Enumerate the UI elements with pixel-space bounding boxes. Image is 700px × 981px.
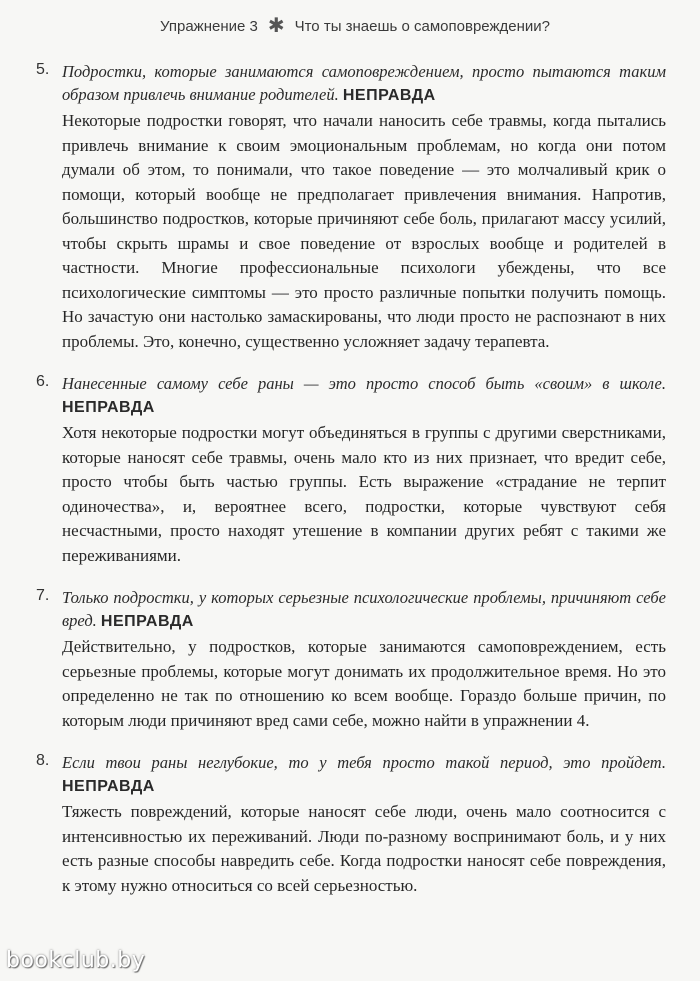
statement-item-6	[36, 372, 666, 568]
asterisk-separator-icon: ✱	[267, 15, 285, 37]
header-exercise-label: Упражнение 3	[160, 17, 258, 35]
verdict-label: НЕПРАВДА	[100, 613, 194, 630]
item-number: 8.	[36, 752, 50, 769]
site-watermark: bookclub.by	[6, 948, 146, 973]
statement-explanation: Действительно, у подростков, которые занимаются самоповреждением, есть серьезные проблемы, которые могут донимать их продолжительное время. Но это определенно не так по отношению ко всем вообще. Гораздо больше причин, по которым люди причиняют вред сами себе, можно найти в упражнении 4.	[62, 637, 666, 730]
statement-item-7	[36, 586, 666, 733]
verdict-label: НЕПРАВДА	[342, 87, 436, 104]
statement-item-5	[36, 60, 666, 354]
claim-text: Подростки, которые занимаются самоповреждением, просто пытаются таким образом привлечь внимание родителей.	[62, 62, 666, 104]
running-header	[160, 16, 660, 36]
item-number: 6.	[36, 373, 50, 390]
statement-explanation: Тяжесть повреждений, которые наносят себе люди, очень мало соотносится с интенсивностью их переживаний. Люди по-разному воспринимают боль, и у них есть разные способы навредить себе. Когда подростки наносят себе повреждения, к этому нужно относиться со всей серьезностью.	[62, 802, 666, 895]
header-chapter-title: Что ты знаешь о самоповреждении?	[294, 17, 550, 35]
item-number: 7.	[36, 587, 50, 604]
verdict-label: НЕПРАВДА	[62, 399, 155, 416]
statement-explanation: Некоторые подростки говорят, что начали наносить себе травмы, когда пытались привлечь внимание к своим эмоциональным проблемам, но когда они потом думали об этом, то понимали, что такое поведение — это молчаливый крик о помощи, который вообще не предполагает привлечения внимания. Напротив, большинство подростков, которые причиняют себе боль, прилагают массу усилий, чтобы скрыть шрамы и свое поведение от взрослых вообще и родителей в частности. Многие профессиональные психологи убеждены, что все психологические симптомы — это просто различные попытки получить помощь. Но зачастую они настолько замаскированы, что люди просто не распознают в них проблемы. Это, конечно, существенно усложняет задачу терапевта.	[62, 111, 666, 351]
statement-explanation: Хотя некоторые подростки могут объединяться в группы с другими сверстниками, которые наносят себе травмы, очень мало кто из них признает, что вредит себе, просто чтобы быть частью группы. Есть выражение «страдание не терпит одиночества», и, вероятнее всего, подростки, которые чувствуют себя несчастными, просто находят утешение в компании других ребят с такими же переживаниями.	[62, 423, 666, 565]
verdict-label: НЕПРАВДА	[62, 778, 155, 795]
statement-claim	[62, 586, 666, 633]
claim-text: Если твои раны неглубокие, то у тебя просто такой период, это пройдет.	[62, 753, 666, 772]
statement-claim	[62, 60, 666, 107]
statement-claim	[62, 372, 666, 419]
claim-text: Нанесенные самому себе раны — это просто способ быть «своим» в школе.	[62, 374, 666, 393]
statement-claim	[62, 751, 666, 798]
statement-item-8	[36, 751, 666, 898]
item-number: 5.	[36, 61, 50, 78]
claim-text: Только подростки, у которых серьезные психологические проблемы, причиняют себе вред.	[62, 588, 666, 630]
page-body	[36, 60, 666, 916]
